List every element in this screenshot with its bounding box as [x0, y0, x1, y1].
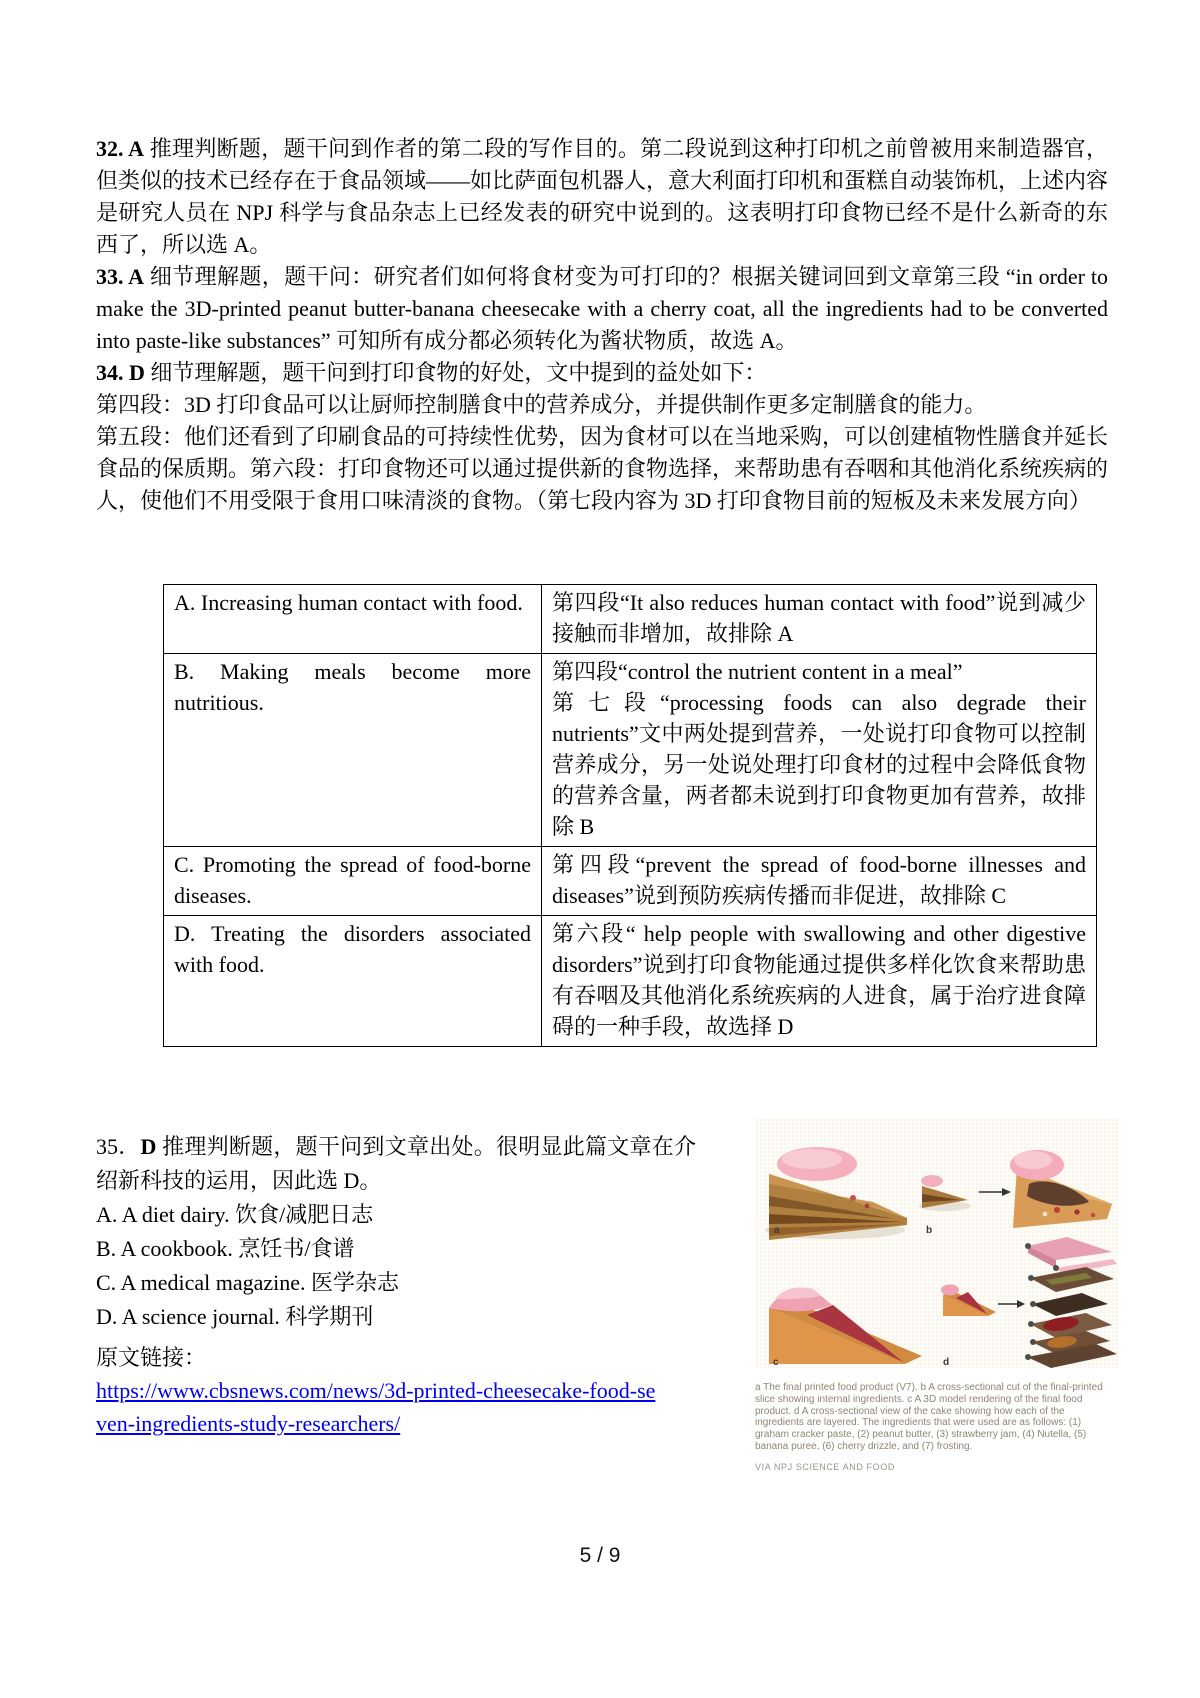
table-row-option-d [164, 916, 1097, 1047]
answer-35-key: D [140, 1134, 157, 1159]
answer-32-key: 32. A [96, 136, 144, 161]
option-c-cell: C. Promoting the spread of food-borne diseases. [164, 847, 542, 916]
answer-34-paragraph-4: 第四段：3D 打印食品可以让厨师控制膳食中的营养成分，并提供制作更多定制膳食的能力。 [96, 392, 987, 417]
analysis-a-cell: 第四段“It also reduces human contact with food”说到减少接触而非增加，故排除 A [542, 585, 1097, 654]
option-b-cell: B. Making meals become more nutritious. [164, 654, 542, 847]
option-b-line: B. A cookbook. 烹饪书/食谱 [96, 1236, 355, 1261]
answer-35-block [96, 1130, 696, 1334]
figure-caption: a The final printed food product (V7). b A cross-sectional cut of the final-printed slice showing internal ingredients. c A 3D model rendering of the final food product. d A cross-sectional view of the cake showing how each of the ingredients are layered. The ingredients that were used are as follows: (1) graham cracker paste, (2) peanut butter, (3) strawberry jam, (4) Nutella, (5) banana puree, (6) cherry drizzle, and (7) frosting. [755, 1382, 1103, 1452]
table-row-option-a [164, 585, 1097, 654]
option-d-line: D. A science journal. 科学期刊 [96, 1304, 374, 1329]
source-label: 原文链接： [96, 1345, 207, 1370]
source-link-block [96, 1341, 736, 1440]
answer-33-key: 33. A [96, 264, 145, 289]
option-a-cell: A. Increasing human contact with food. [164, 585, 542, 654]
figure-label-a: a [774, 1225, 780, 1236]
source-url-link[interactable] [96, 1374, 736, 1440]
page-number: 5 / 9 [579, 1544, 621, 1567]
option-d-cell: D. Treating the disorders associated with food. [164, 916, 542, 1047]
answer-34-paragraph-5-6: 第五段：他们还看到了印刷食品的可持续性优势，因为食材可以在当地采购，可以创建植物性膳食并延长食品的保质期。第六段：打印食物还可以通过提供新的食物选择，来帮助患有吞咽和其他消化系统疾病的人，使他们不用受限于食用口味清淡的食物。（第七段内容为 3D 打印食物目前的短板及未来发展方向） [96, 424, 1109, 513]
answer-32-text: 推理判断题，题干问到作者的第二段的写作目的。第二段说到这种打印机之前曾被用来制造器官，但类似的技术已经存在于食品领域——如比萨面包机器人，意大利面打印机和蛋糕自动装饰机，上述内容是研究人员在 NPJ 科学与食品杂志上已经发表的研究中说到的。这表明打印食物已经不是什么新奇的东西了，所以选 A。 [96, 136, 1109, 257]
analysis-c-cell: 第四段“prevent the spread of food-borne illnesses and diseases”说到预防疾病传播而非促进，故排除 C [542, 847, 1097, 916]
figure-label-c: c [773, 1357, 779, 1368]
analysis-b-line1: 第四段“control the nutrient content in a meal” [552, 659, 963, 684]
figure-attribution: VIA NPJ SCIENCE AND FOOD [755, 1461, 895, 1472]
analysis-b-line2: 第七段“processing foods can also degrade their nutrients”文中两处提到营养，一处说打印食物可以控制营养成分，另一处说处理打印食材的过程中会降低食物的营养含量，两者都未说到打印食物更加有营养，故排除 B [552, 690, 1086, 839]
analysis-d-cell: 第六段“ help people with swallowing and other digestive disorders”说到打印食物能通过提供多样化饮食来帮助患有吞咽及其他消化系统疾病的人进食，属于治疗进食障碍的一种手段，故选择 D [542, 916, 1097, 1047]
table-row-option-b [164, 654, 1097, 847]
figure-panel-c [769, 1287, 922, 1364]
option-c-line: C. A medical magazine. 医学杂志 [96, 1270, 400, 1295]
analysis-b-cell [542, 654, 1097, 847]
answer-34-intro: 细节理解题，题干问到打印食物的好处，文中提到的益处如下： [144, 360, 767, 385]
answer-35-text: 推理判断题，题干问到文章出处。很明显此篇文章在介绍新科技的运用，因此选 D。 [96, 1134, 696, 1193]
figure-panel-d [941, 1237, 1117, 1368]
answer-33-paragraph [96, 261, 1108, 357]
cheesecake-figure-image [755, 1118, 1118, 1368]
figure-label-d: d [943, 1357, 950, 1368]
source-url-line1[interactable]: https://www.cbsnews.com/news/3d-printed-cheesecake-food-se [96, 1378, 656, 1403]
answer-explanations [96, 133, 1108, 517]
figure-panel-b [919, 1150, 1112, 1228]
figure-panel-a [765, 1147, 907, 1240]
cheesecake-figure-svg [755, 1118, 1118, 1368]
source-url-line2[interactable]: ven-ingredients-study-researchers/ [96, 1411, 401, 1436]
answer-34-paragraph [96, 357, 1108, 389]
figure-3d-printed-cheesecake [755, 1118, 1118, 1472]
figure-label-b: b [926, 1225, 933, 1236]
table-row-option-c [164, 847, 1097, 916]
option-a-line: A. A diet dairy. 饮食/减肥日志 [96, 1202, 374, 1227]
answer-33-text: 细节理解题，题干问：研究者们如何将食材变为可打印的？根据关键词回到文章第三段 “in order to make the 3D-printed peanut butter-banana cheesecake with a cherry coat, all the ingredients had to be converted into paste-like substances” 可知所有成分都必须转化为酱状物质，故选 A。 [96, 264, 1108, 353]
answer-32-paragraph [96, 133, 1108, 261]
option-analysis-table [163, 584, 1097, 1047]
answer-35-number: 35． [96, 1134, 141, 1159]
answer-35-paragraph [96, 1130, 696, 1198]
answer-34-key: 34. D [96, 360, 145, 385]
